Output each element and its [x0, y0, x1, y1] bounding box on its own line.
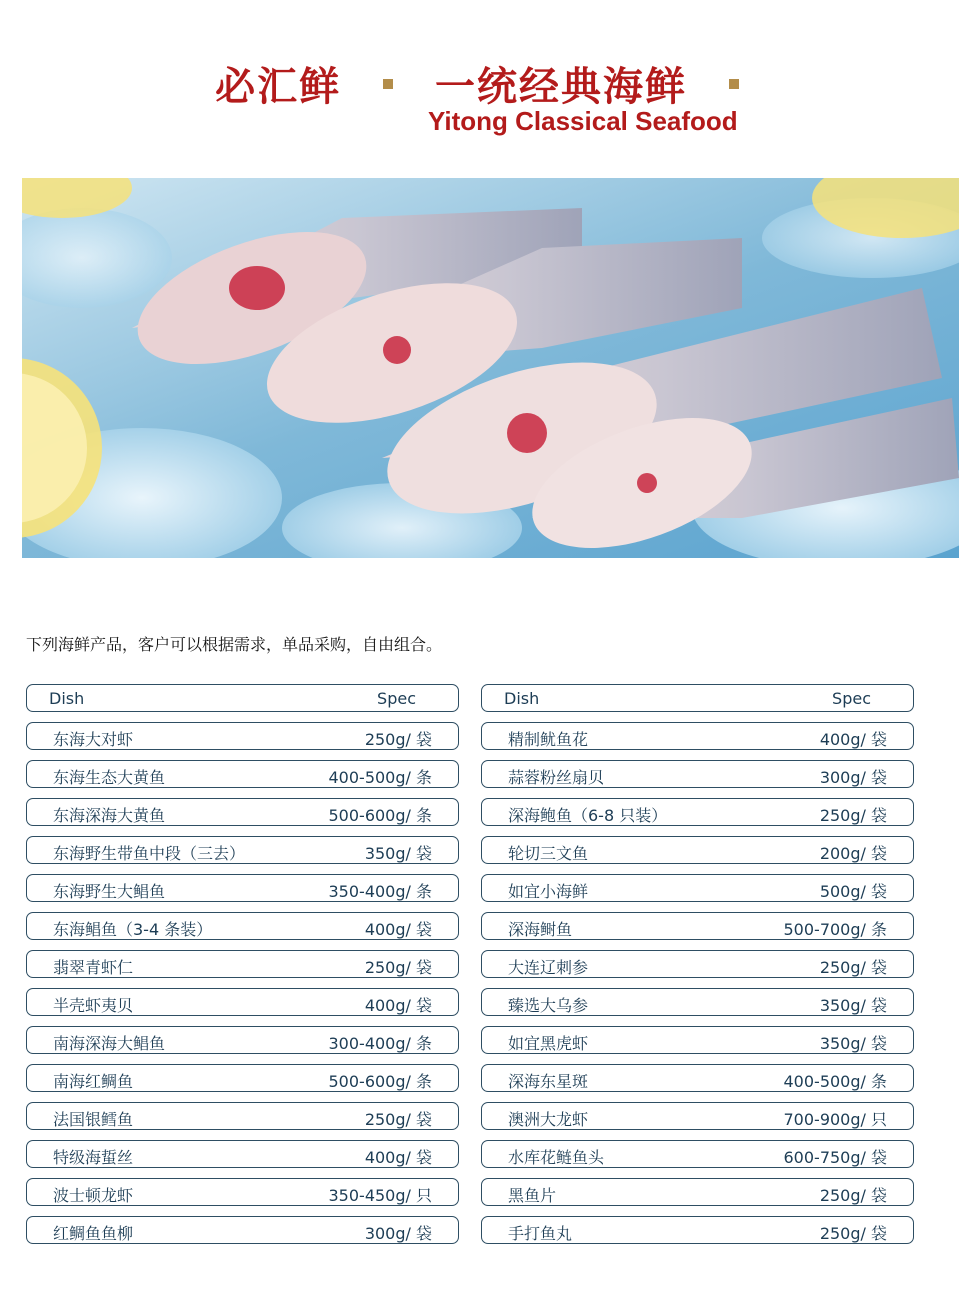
dish-spec: 250g/ 袋: [364, 1110, 432, 1129]
intro-text: 下列海鲜产品，客户可以根据需求，单品采购，自由组合。: [26, 635, 443, 654]
page-header: [0, 0, 980, 170]
dish-spec: 700-900g/ 只: [783, 1110, 887, 1129]
dish-spec: 250g/ 袋: [364, 958, 432, 977]
table-row: [481, 836, 914, 864]
table-row: [26, 1102, 459, 1130]
dish-spec: 350-450g/ 只: [328, 1186, 432, 1205]
dish-name: 翡翠青虾仁: [53, 958, 134, 977]
dish-spec: 350-400g/ 条: [328, 882, 432, 901]
dish-spec: 400g/ 袋: [364, 920, 432, 939]
table-row: [26, 1064, 459, 1092]
dish-spec: 400g/ 袋: [819, 730, 887, 749]
dish-spec: 250g/ 袋: [819, 806, 887, 825]
dish-name: 水库花鲢鱼头: [508, 1148, 605, 1167]
table-row: [26, 912, 459, 940]
table-row: [481, 988, 914, 1016]
hero-photo-fish-on-ice: [22, 178, 959, 558]
dish-spec: 250g/ 袋: [819, 1186, 887, 1205]
title-text: 一统经典海鲜: [434, 64, 687, 110]
page-title: [0, 55, 980, 112]
column-header-dish: Dish: [504, 689, 540, 708]
table-row: [26, 1026, 459, 1054]
dish-name: 澳洲大龙虾: [508, 1110, 589, 1129]
table-row: [481, 1178, 914, 1206]
separator-square-icon: [383, 79, 393, 89]
table-row: [26, 836, 459, 864]
table-row: [26, 988, 459, 1016]
table-row: [26, 722, 459, 750]
dish-spec: 400-500g/ 条: [328, 768, 432, 787]
dish-spec: 350g/ 袋: [819, 996, 887, 1015]
dish-name: 红鲷鱼鱼柳: [53, 1224, 134, 1243]
dish-name: 南海红鲷鱼: [53, 1072, 134, 1091]
dish-spec: 350g/ 袋: [364, 844, 432, 863]
table-row: [26, 1140, 459, 1168]
dish-name: 法国银鳕鱼: [53, 1110, 134, 1129]
dish-spec: 250g/ 袋: [819, 958, 887, 977]
dish-spec: 300g/ 袋: [364, 1224, 432, 1243]
dish-name: 深海东星斑: [508, 1072, 589, 1091]
product-table-left: [26, 684, 459, 1254]
dish-name: 轮切三文鱼: [508, 844, 589, 863]
dish-name: 东海深海大黄鱼: [53, 806, 166, 825]
dish-spec: 250g/ 袋: [364, 730, 432, 749]
dish-spec: 400-500g/ 条: [783, 1072, 887, 1091]
dish-name: 特级海蜇丝: [53, 1148, 134, 1167]
table-row: [26, 950, 459, 978]
dish-name: 东海大对虾: [53, 730, 134, 749]
table-row: [481, 874, 914, 902]
product-table-right: [481, 684, 914, 1254]
table-row: [481, 760, 914, 788]
dish-name: 东海野生带鱼中段（三去）: [53, 844, 246, 863]
dish-spec: 600-750g/ 袋: [783, 1148, 887, 1167]
dish-spec: 250g/ 袋: [819, 1224, 887, 1243]
dish-name: 东海野生大鲳鱼: [53, 882, 166, 901]
dish-name: 南海深海大鲳鱼: [53, 1034, 166, 1053]
dish-spec: 400g/ 袋: [364, 996, 432, 1015]
dish-name: 如宜黑虎虾: [508, 1034, 589, 1053]
dish-spec: 500g/ 袋: [819, 882, 887, 901]
column-header-dish: Dish: [49, 689, 85, 708]
fish-on-ice-photo: [22, 178, 959, 558]
separator-square-icon: [729, 79, 739, 89]
brand-name: 必汇鲜: [215, 64, 342, 110]
dish-spec: 300g/ 袋: [819, 768, 887, 787]
dish-spec: 350g/ 袋: [819, 1034, 887, 1053]
dish-spec: 500-600g/ 条: [328, 806, 432, 825]
table-row: [26, 874, 459, 902]
table-header-row: [26, 684, 459, 712]
dish-name: 如宜小海鲜: [508, 882, 589, 901]
column-header-spec: Spec: [832, 689, 871, 708]
table-row: [481, 1026, 914, 1054]
dish-spec: 300-400g/ 条: [328, 1034, 432, 1053]
column-header-spec: Spec: [377, 689, 416, 708]
dish-name: 深海鲥鱼: [508, 920, 573, 939]
dish-spec: 500-700g/ 条: [783, 920, 887, 939]
dish-name: 东海鲳鱼（3-4 条装）: [53, 920, 213, 939]
dish-name: 深海鲍鱼（6-8 只装）: [508, 806, 668, 825]
dish-spec: 200g/ 袋: [819, 844, 887, 863]
dish-spec: 500-600g/ 条: [328, 1072, 432, 1091]
table-row: [481, 1064, 914, 1092]
dish-name: 波士顿龙虾: [53, 1186, 134, 1205]
dish-name: 手打鱼丸: [508, 1224, 573, 1243]
table-header-row: [481, 684, 914, 712]
dish-name: 半壳虾夷贝: [53, 996, 134, 1015]
table-row: [26, 798, 459, 826]
table-row: [481, 1102, 914, 1130]
dish-name: 精制鱿鱼花: [508, 730, 589, 749]
table-row: [26, 1216, 459, 1244]
table-row: [481, 912, 914, 940]
table-row: [481, 722, 914, 750]
table-row: [26, 760, 459, 788]
dish-name: 大连辽刺参: [508, 958, 589, 977]
table-row: [481, 950, 914, 978]
dish-name: 蒜蓉粉丝扇贝: [508, 768, 605, 787]
table-row: [481, 1216, 914, 1244]
table-row: [481, 1140, 914, 1168]
table-row: [481, 798, 914, 826]
dish-name: 东海生态大黄鱼: [53, 768, 166, 787]
dish-name: 黑鱼片: [508, 1186, 557, 1205]
title-english: Yitong Classical Seafood: [428, 106, 738, 136]
dish-name: 臻选大乌参: [508, 996, 589, 1015]
table-row: [26, 1178, 459, 1206]
dish-spec: 400g/ 袋: [364, 1148, 432, 1167]
